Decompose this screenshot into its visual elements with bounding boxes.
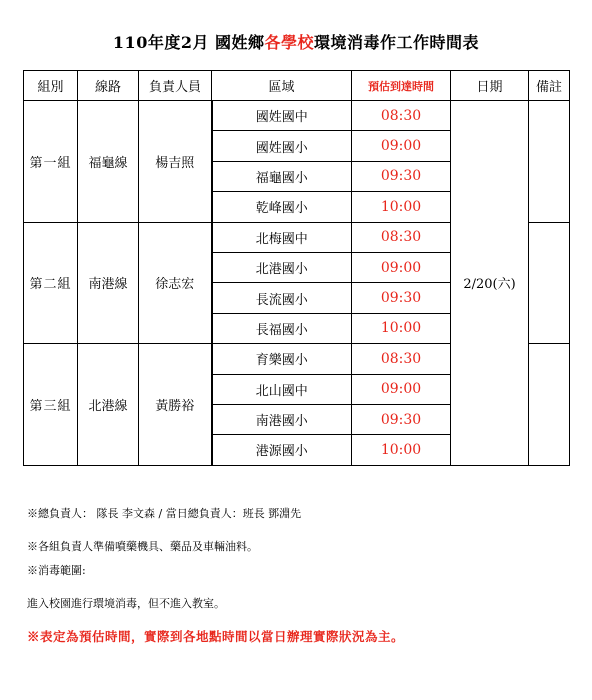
time-cell: 10:00 bbox=[352, 313, 451, 343]
title-part2: 環境消毒作工作時間表 bbox=[314, 33, 480, 52]
area-cell: 國姓國中 bbox=[212, 101, 352, 131]
area-cell: 乾峰國小 bbox=[212, 192, 352, 222]
group-name: 第二組 bbox=[24, 222, 78, 344]
area-cell: 南港國小 bbox=[212, 404, 352, 434]
note-scope-label: ※消毒範圍: bbox=[27, 564, 86, 577]
header-date: 日期 bbox=[451, 71, 529, 101]
schedule-table bbox=[23, 70, 570, 466]
group-name: 第一組 bbox=[24, 101, 78, 223]
person-name: 楊吉照 bbox=[139, 101, 212, 223]
area-cell: 育樂國小 bbox=[212, 344, 352, 374]
header-area: 區域 bbox=[212, 71, 352, 101]
header-person: 負責人員 bbox=[139, 71, 212, 101]
note-cell bbox=[529, 222, 570, 344]
time-cell: 09:00 bbox=[352, 131, 451, 161]
group-name: 第三組 bbox=[24, 344, 78, 466]
time-cell: 08:30 bbox=[352, 222, 451, 252]
note-equipment: ※各組負責人準備噴藥機具、藥品及車輛油料。 bbox=[27, 540, 258, 553]
route-name: 北港線 bbox=[78, 344, 139, 466]
area-cell: 北山國中 bbox=[212, 374, 352, 404]
note-disclaimer: ※表定為預估時間，實際到各地點時間以當日辦理實際狀況為主。 bbox=[27, 629, 405, 644]
route-name: 福龜線 bbox=[78, 101, 139, 223]
note-supervisor: ※總負責人： 隊長 李文森 / 當日總負責人：班長 鄧淵先 bbox=[27, 507, 302, 520]
time-cell: 08:30 bbox=[352, 344, 451, 374]
table-header-row bbox=[24, 71, 570, 101]
header-route: 線路 bbox=[78, 71, 139, 101]
time-cell: 10:00 bbox=[352, 435, 451, 465]
area-cell: 北梅國中 bbox=[212, 222, 352, 252]
page-title bbox=[0, 30, 592, 53]
time-cell: 10:00 bbox=[352, 192, 451, 222]
header-note: 備註 bbox=[529, 71, 570, 101]
date-cell: 2/20(六) bbox=[451, 101, 529, 466]
area-cell: 長福國小 bbox=[212, 313, 352, 343]
time-cell: 08:30 bbox=[352, 101, 451, 131]
area-cell: 北港國小 bbox=[212, 252, 352, 282]
person-name: 黃勝裕 bbox=[139, 344, 212, 466]
note-cell bbox=[529, 101, 570, 223]
time-cell: 09:00 bbox=[352, 374, 451, 404]
header-time: 預估到達時間 bbox=[352, 71, 451, 101]
time-cell: 09:30 bbox=[352, 283, 451, 313]
route-name: 南港線 bbox=[78, 222, 139, 344]
time-cell: 09:30 bbox=[352, 161, 451, 191]
note-scope-text: 進入校園進行環境消毒，但不進入教室。 bbox=[27, 597, 225, 610]
time-cell: 09:00 bbox=[352, 252, 451, 282]
title-part1: 110年度2月 國姓鄉 bbox=[112, 33, 265, 52]
area-cell: 長流國小 bbox=[212, 283, 352, 313]
header-group: 組別 bbox=[24, 71, 78, 101]
person-name: 徐志宏 bbox=[139, 222, 212, 344]
time-cell: 09:30 bbox=[352, 404, 451, 434]
title-highlight: 各學校 bbox=[264, 33, 315, 52]
area-cell: 福龜國小 bbox=[212, 161, 352, 191]
area-cell: 港源國小 bbox=[212, 435, 352, 465]
area-cell: 國姓國小 bbox=[212, 131, 352, 161]
table-row bbox=[24, 101, 570, 131]
note-cell bbox=[529, 344, 570, 466]
